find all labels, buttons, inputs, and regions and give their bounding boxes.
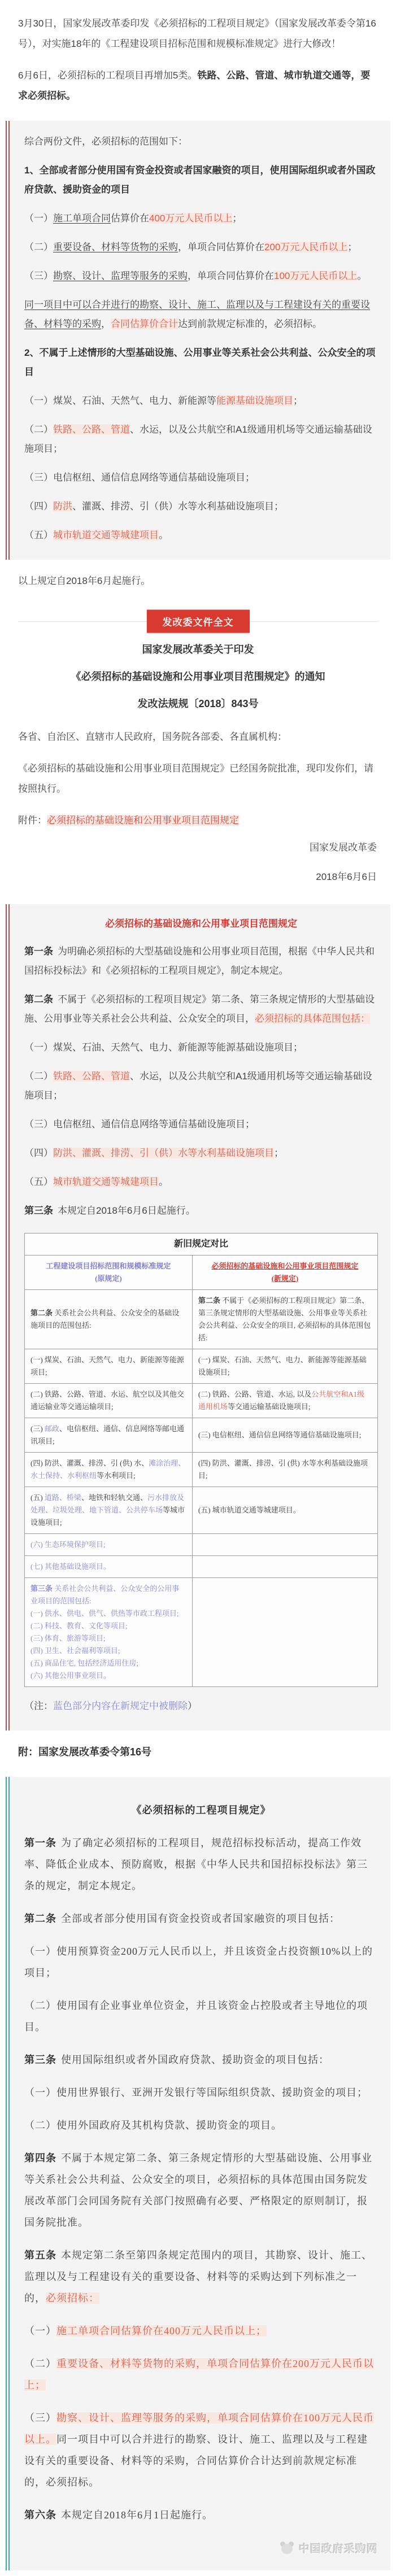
watermark-row: [24, 2540, 378, 2556]
order-article-1: 第一条 为了确定必须招标的工程项目，规范招标投标活动，提高工作效率、降低企业成本、预防腐败，根据《中华人民共和国招标投标法》第三条的规定，制定本规定。: [24, 1837, 368, 1891]
article-2-item: （四）防洪、灌溉、排涝、引（供）水等水利基础设施项目；: [24, 1148, 284, 1158]
quote1-section1-heading: 1、全部或者部分使用国有资金投资或者国家融资的项目，使用国际组织或者外国政府贷款、援助资金的项目: [24, 165, 376, 195]
attachment-label: 附件：: [18, 815, 47, 826]
intro-paragraph-2: [18, 66, 378, 106]
quote1-item: （一）煤炭、石油、天然气、电力、新能源等能源基础设施项目；: [24, 395, 303, 406]
article-2-item: （五）城市轨道交通等城建项目。: [24, 1176, 168, 1187]
intro-paragraph-1: 3月30日，国家发展改革委印发《必须招标的工程项目规定》（国家发展改革委令第16号），对实施18年的《工程建设项目招标范围和规模标准规定》进行大修改！: [18, 18, 376, 49]
article-3: 第三条 本规定自2018年6月6日起施行。: [24, 1205, 195, 1216]
scope-regulation-blockquote: [6, 904, 390, 1731]
scope-summary-blockquote: [6, 121, 390, 560]
order-title: 《必须招标的工程项目规定》: [131, 1804, 271, 1816]
regulation-title: 必须招标的基础设施和公用事业项目范围规定: [105, 918, 297, 929]
attachment-link[interactable]: 必须招标的基础设施和公用事业项目范围规定: [47, 815, 239, 826]
table-row: (六) 生态环境保护项目;: [25, 1534, 378, 1556]
order-article-5-item: （三）勘察、设计、监理等服务的采购，单项合同估算价在100万元人民币以上。同一项目中可以合并进行的勘察、设计、施工、监理以及与工程建设有关的重要设备、材料等的采购，合同估算价合计达到前款规定标准的，必须招标。: [24, 2412, 374, 2488]
order-article-6: 第六条 本规定自2018年6月1日起施行。: [24, 2509, 213, 2521]
notice-doc-number: 发改法规规〔2018〕843号: [137, 698, 259, 709]
watermark-text: 中国政府采购网: [298, 2543, 378, 2555]
table-row: (三) 邮政、电信枢纽、通信、信息网络等邮电通讯项目; (三) 电信枢纽、通信信息网络等通信基础设施项目;: [25, 1418, 378, 1453]
order-article-2-item: （一）使用预算资金200万元人民币以上，并且该资金占投资额10%以上的项目；: [24, 1946, 373, 1978]
notice-attachment-line: [18, 810, 378, 831]
quote1-item: （四）防洪、灌溉、排涝、引（供）水等水利基础设施项目；: [24, 501, 284, 512]
order-article-2: 第二条 全部或者部分使用国有资金投资或者国家融资的项目包括：: [24, 1913, 340, 1924]
quote1-item: （一）施工单项合同估算价在400万元人民币以上；: [24, 213, 242, 224]
article-2-item: （一）煤炭、石油、天然气、电力、新能源等能源基础设施项目；: [24, 1042, 303, 1053]
gov-procurement-logo-icon: [280, 2542, 294, 2555]
notice-title-line1: 国家发展改革委关于印发: [142, 644, 254, 655]
article-2-item: （三）电信枢纽、通信信息网络等通信基础设施项目；: [24, 1119, 255, 1130]
new-regulation-column-header: 必须招标的基础设施和公用事业项目范围规定 (新规定): [192, 1256, 377, 1290]
signature-agency: 国家发展改革委: [310, 842, 377, 853]
notice-addressees: 各省、自治区、直辖市人民政府，国务院各部委、各直属机构：: [18, 731, 287, 742]
quote1-merge-clause: 同一项目中可以合并进行的勘察、设计、施工、监理以及与工程建设有关的重要设备、材料等的采购，合同估算价合计达到前款规定标准的，必须招标。: [24, 299, 370, 329]
table-note: （注：蓝色部分内容在新规定中被删除）: [24, 1701, 197, 1711]
article-1: 第一条 为明确必须招标的大型基础设施和公用事业项目范围，根据《中华人民共和国招标投标法》和《必须招标的工程项目规定》，制定本规定。: [24, 946, 375, 976]
quote1-item: （二）重要设备、材料等货物的采购，单项合同估算价在200万元人民币以上；: [24, 242, 358, 252]
effective-date-note: 以上规定自2018年6月起施行。: [18, 576, 151, 586]
order-article-3-item: （二）使用外国政府及其机构贷款、援助资金的项目。: [24, 2120, 282, 2131]
order-article-5-item: （二）重要设备、材料等货物的采购，单项合同估算价在200万元人民币以上；: [24, 2358, 374, 2391]
table-caption: 新旧规定对比: [25, 1233, 378, 1256]
table-row: (七) 其他基础设施项目。: [25, 1556, 378, 1578]
notice-body: 《必须招标的基础设施和公用事业项目范围规定》已经国务院批准，现印发你们，请按照执行。: [18, 763, 373, 794]
table-row: (四) 防洪、灌溉、排涝、引 (供) 水、滩涂治理、水土保持、水利枢纽等水利项目; (四) 防洪、灌溉、排涝、引 (供) 水等水利基础设施项目;: [25, 1453, 378, 1487]
table-row: 第二条 关系社会公共利益、公众安全的基础设施项目的范围包括: 第二条 不属于《必须招标的工程项目规定》第二条、第三条规定情形的大型基础设施、公用事业等关系社会公共利益、公众安全的项目, 必须招标的具体范围包括:: [25, 1290, 378, 1349]
quote1-lead: 综合两份文件，必须招标的范围如下：: [24, 136, 188, 147]
order-article-5-item: （一）施工单项合同估算价在400万元人民币以上；: [24, 2325, 267, 2337]
table-row: (二) 铁路、公路、管道、水运、航空以及其他交通运输业等交通运输项目; (二) 铁路、公路、管道、水运, 以及公共航空和A1级通用机场等交通运输基础设施项目;: [25, 1384, 378, 1418]
order-article-3-item: （一）使用世界银行、亚洲开发银行等国际组织贷款、援助资金的项目；: [24, 2087, 368, 2098]
full-text-button[interactable]: 发改委文件全文: [147, 610, 250, 633]
quote1-item: （三）勘察、设计、监理等服务的采购，单项合同估算价在100万元人民币以上。: [24, 271, 367, 281]
emphasis-span: 铁路、公路、管道、城市轨道交通等，要求必须招标。: [18, 70, 371, 101]
order-article-2-item: （二）使用国有企业事业单位资金，并且该资金占控股或者主导地位的项目。: [24, 2000, 368, 2033]
signature-date: 2018年6月6日: [316, 871, 377, 882]
quote1-item: （二）铁路、公路、管道、水运，以及公共航空和A1级通用机场等交通运输基础设施项目；: [24, 424, 372, 454]
order-article-5: 第五条 本规定第二条至第四条规定范围内的项目，其勘察、设计、施工、监理以及与工程建设有关的重要设备、材料等的采购达到下列标准之一的，必须招标：: [24, 2250, 372, 2304]
table-row: (五) 道路、桥梁、地铁和轻轨交通、污水排放及处理、垃圾处理、地下管道、公共停车场等城市设施项目; (五) 城市轨道交通等城建项目。: [25, 1487, 378, 1534]
attachment-heading: 附：国家发展改革委令第16号: [18, 1746, 152, 1758]
order-article-3: 第三条 使用国际组织或者外国政府贷款、援助资金的项目包括：: [24, 2054, 329, 2065]
order-article-4: 第四条 不属于本规定第二条、第三条规定情形的大型基础设施、公用事业等关系社会公共利益、公众安全的项目，必须招标的具体范围由国务院发展改革部门会同国务院有关部门按照确有必要、严格限定的原则制订，报国务院批准。: [24, 2152, 372, 2228]
notice-title-line2: 《必须招标的基础设施和公用事业项目范围规定》的通知: [71, 671, 325, 682]
old-new-comparison-table: [24, 1233, 378, 1687]
order-16-blockquote: [6, 1777, 390, 2570]
table-row: (一) 煤炭、石油、天然气、电力、新能源等能源项目; (一) 煤炭、石油、天然气、电力、新能源等能源基础设施项目;: [25, 1349, 378, 1384]
quote1-item: （五）城市轨道交通等城建项目。: [24, 530, 168, 541]
quote1-section2-heading: 2、不属于上述情形的大型基础设施、公用事业等关系社会公共利益、公众安全的项目: [24, 347, 376, 377]
text-span: 6月6日，必须招标的工程项目再增加5类。: [18, 70, 198, 81]
quote1-item: （三）电信枢纽、通信信息网络等通信基础设施项目；: [24, 472, 255, 483]
article-2: 第二条 不属于《必须招标的工程项目规定》第二条、第三条规定情形的大型基础设施、公用事业等关系社会公共利益、公众安全的项目，必须招标的具体范围包括：: [24, 994, 375, 1024]
table-row: 第三条 关系社会公共利益、公众安全的公用事业项目的范围包括: (一) 供水、供电、供气、供热等市政工程项目; (二) 科技、教育、文化等项目; (三) 体育、旅游等项目; (四) 卫生、社会福利等项目; (五) 商品住宅, 包括经济适用住房; (六) 其他公用事业项目。: [25, 1578, 378, 1687]
section-divider: [18, 608, 378, 634]
article-2-item: （二）铁路、公路、管道、水运，以及公共航空和A1级通用机场等交通运输基础设施项目；: [24, 1071, 372, 1101]
old-regulation-column-header: 工程建设项目招标范围和规模标准规定 (原规定): [25, 1256, 193, 1290]
